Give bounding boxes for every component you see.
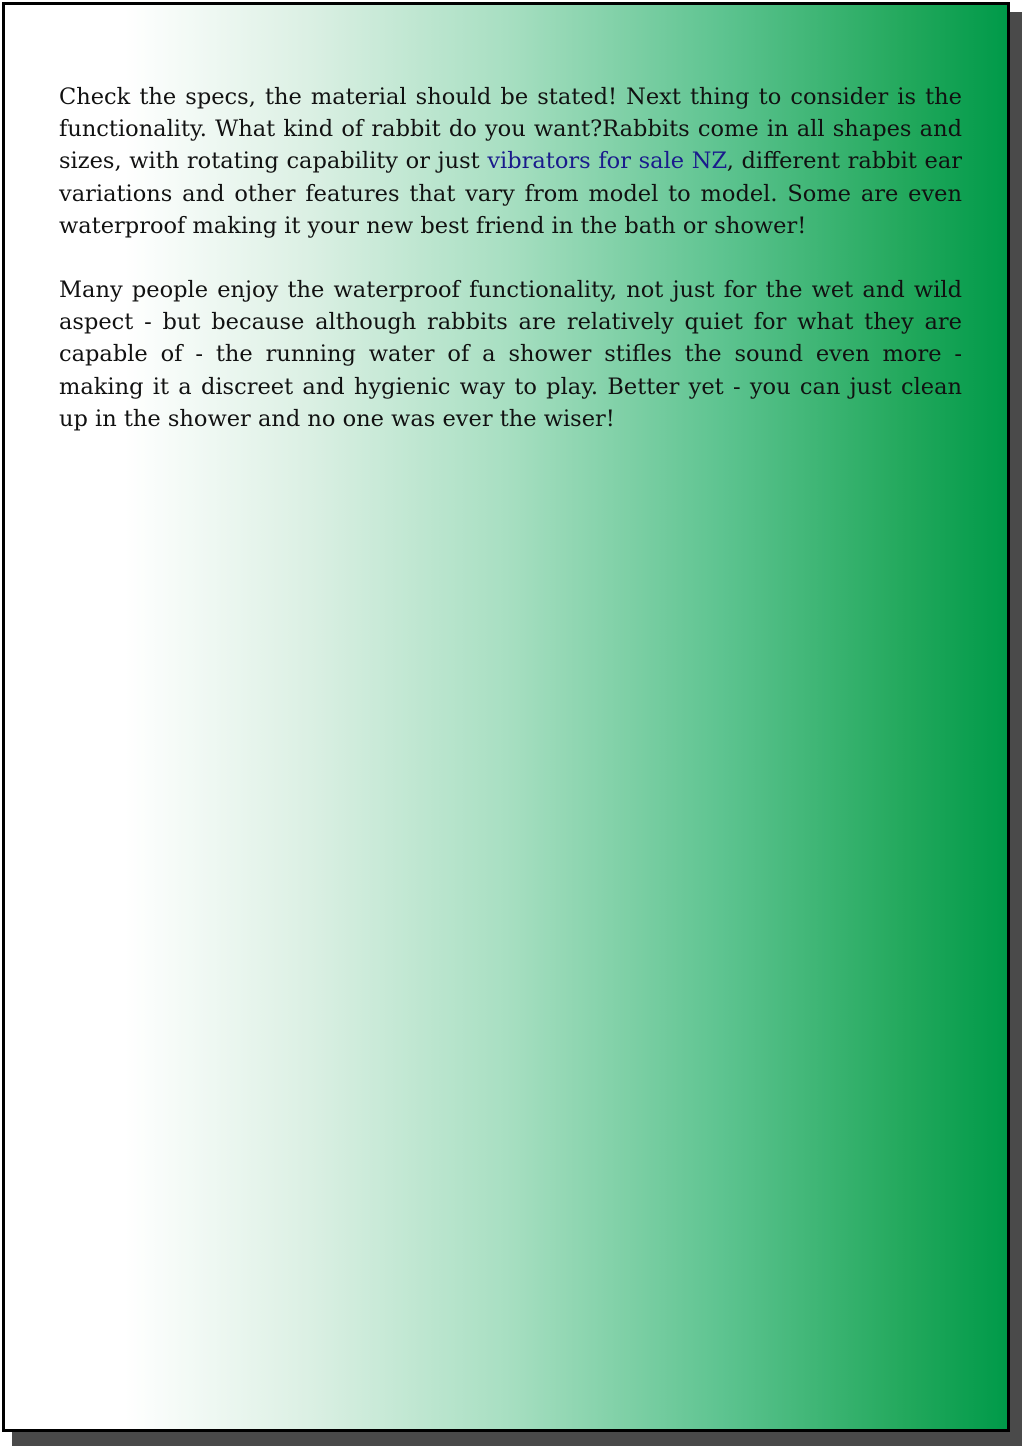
paragraph-1-text-start: Check the specs, the material should be stated! Next thing to consider is the functionality. What kind of rabbit do you want?Rabbits come in all shapes and sizes, with rotating capability or just: [59, 84, 962, 175]
paragraph-2: Many people enjoy the waterproof functionality, not just for the wet and wild aspect - but because although rabbits are relatively quiet for what they are capable of - the running water of a shower stifles the sound even more -making it a discreet and hygienic way to play. Better yet - you can just clean up in the shower and no one was ever the wiser!: [59, 277, 962, 432]
document-body: [59, 81, 962, 467]
vibrators-link[interactable]: vibrators for sale NZ: [487, 148, 727, 175]
paragraph-1-text-end: , different rabbit ear variations and other features that vary from model to model. Some are even waterproof making it your new best friend in the bath or shower!: [59, 148, 962, 239]
paragraph-1: [59, 81, 962, 242]
document-page: [2, 2, 1010, 1432]
